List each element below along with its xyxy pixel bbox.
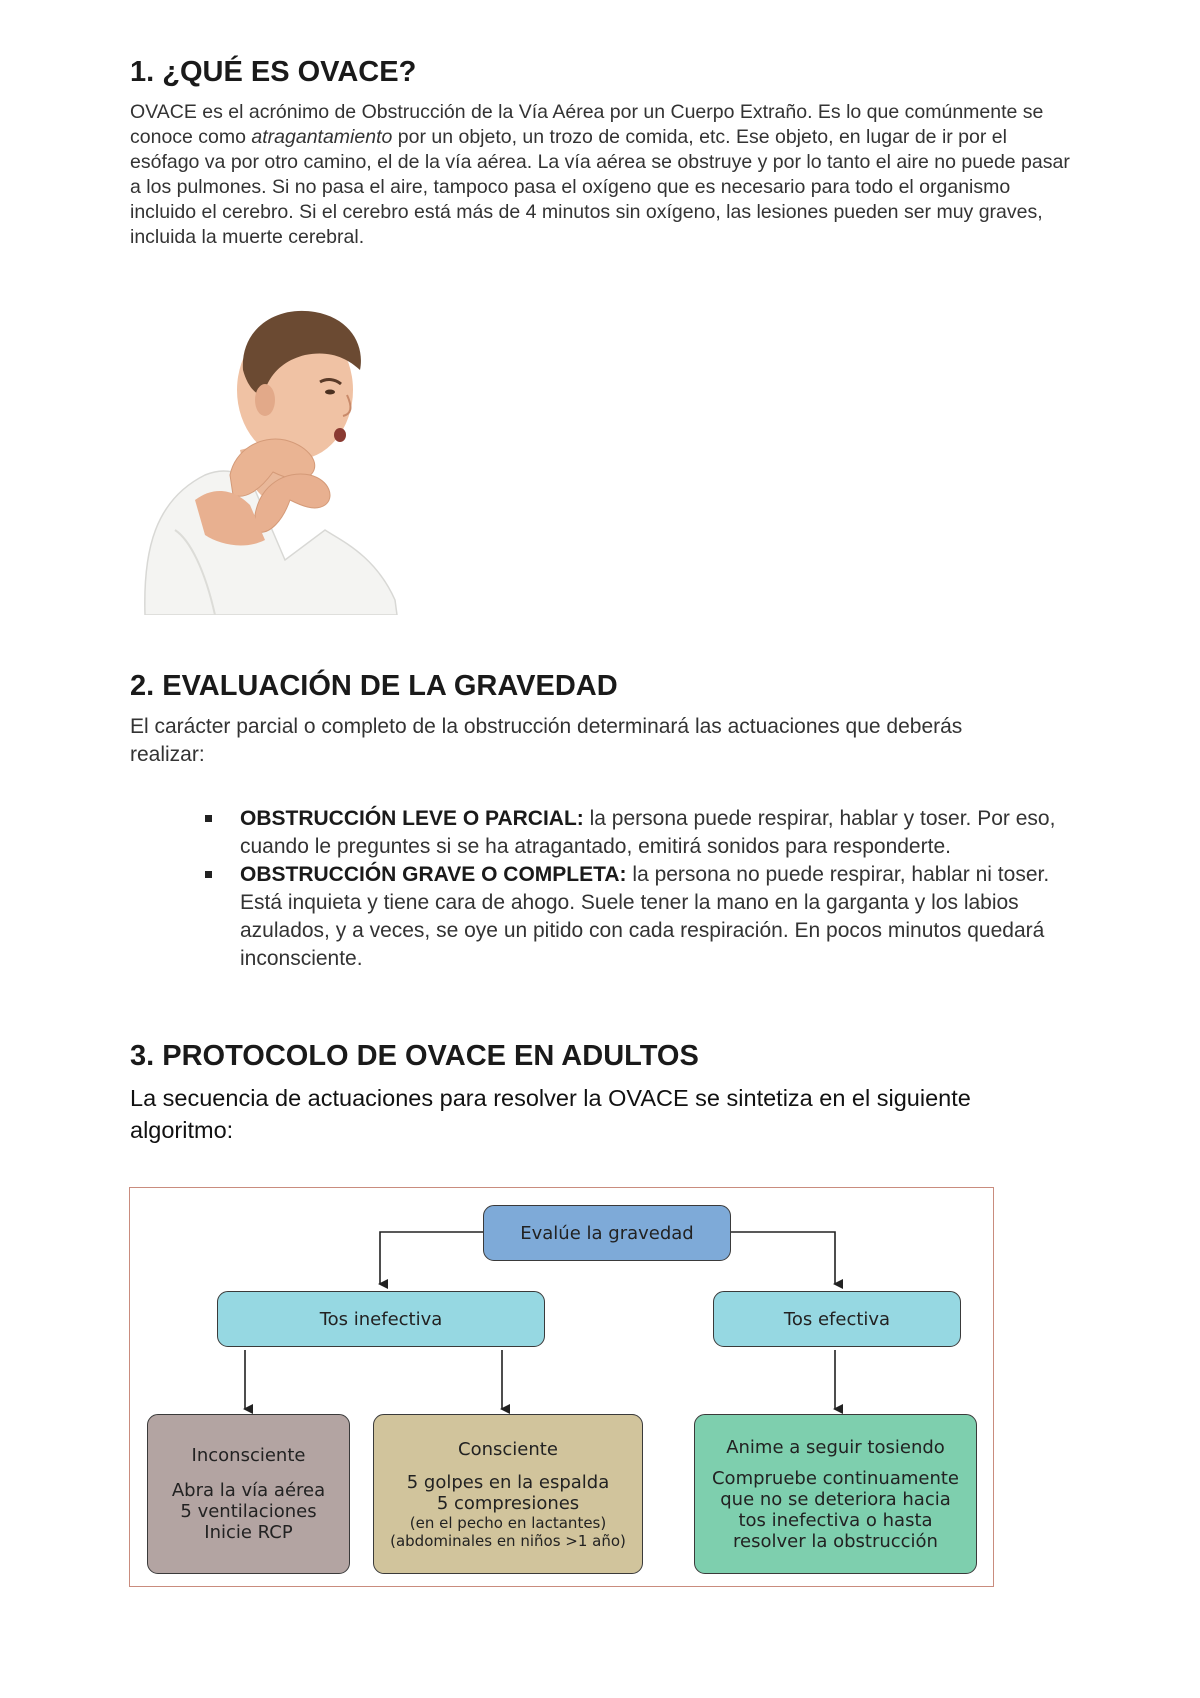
severity-list [205, 805, 1095, 973]
list-item: OBSTRUCCIÓN GRAVE O COMPLETA: la persona no puede respirar, hablar ni toser. Está inquieta y tiene cara de ahogo. Suele tener la mano en la garganta y los labios azulados, y a veces, se oye un pitido con cada respiración. En pocos minutos quedará inconsciente. [205, 861, 1095, 973]
list-item: OBSTRUCCIÓN LEVE O PARCIAL: la persona puede respirar, hablar y toser. Por eso, cuando le preguntes si se ha atragantado, emitirá sonidos para responderte. [205, 805, 1095, 861]
bullet-square-icon [205, 871, 212, 878]
encourage-cough-box: Anime a seguir tosiendo Compruebe continuamente que no se deteriora hacia tos inefectiva o hasta resolver la obstrucción [694, 1414, 977, 1574]
section-1-heading: 1. ¿QUÉ ES OVACE? [130, 56, 417, 88]
section-3-heading: 3. PROTOCOLO DE OVACE EN ADULTOS [130, 1040, 699, 1072]
section-2-heading: 2. EVALUACIÓN DE LA GRAVEDAD [130, 670, 618, 702]
choking-person-illustration [135, 300, 405, 615]
evaluation-paragraph: El carácter parcial o completo de la obstrucción determinará las actuaciones que deberás realizar: [130, 715, 963, 766]
bullet-square-icon [205, 815, 212, 822]
ovace-flowchart [129, 1187, 994, 1587]
ineffective-cough-box: Tos inefectiva [217, 1291, 545, 1347]
intro-paragraph: OVACE es el acrónimo de Obstrucción de la Vía Aérea por un Cuerpo Extraño. Es lo que comúnmente se conoce como atragantamiento por un objeto, un trozo de comida, etc. Ese objeto, en lugar de ir por el esófago va por otro camino, el de la vía aérea. La vía aérea se obstruye y por lo tanto el aire no puede pasar a los pulmones. Si no pasa el aire, tampoco pasa el oxígeno que es necesario para todo el organismo incluido el cerebro. Si el cerebro está más de 4 minutos sin oxígeno, las lesiones pueden ser muy graves, incluida la muerte cerebral. [130, 101, 1070, 248]
effective-cough-box: Tos efectiva [713, 1291, 961, 1347]
conscious-box: Consciente 5 golpes en la espalda 5 compresiones (en el pecho en lactantes) (abdominales en niños >1 año) [373, 1414, 643, 1574]
protocol-lead-text: La secuencia de actuaciones para resolver la OVACE se sintetiza en el siguiente algoritmo: [130, 1085, 971, 1143]
unconscious-box: Inconsciente Abra la vía aérea 5 ventilaciones Inicie RCP [147, 1414, 350, 1574]
evaluate-severity-box: Evalúe la gravedad [483, 1205, 731, 1261]
